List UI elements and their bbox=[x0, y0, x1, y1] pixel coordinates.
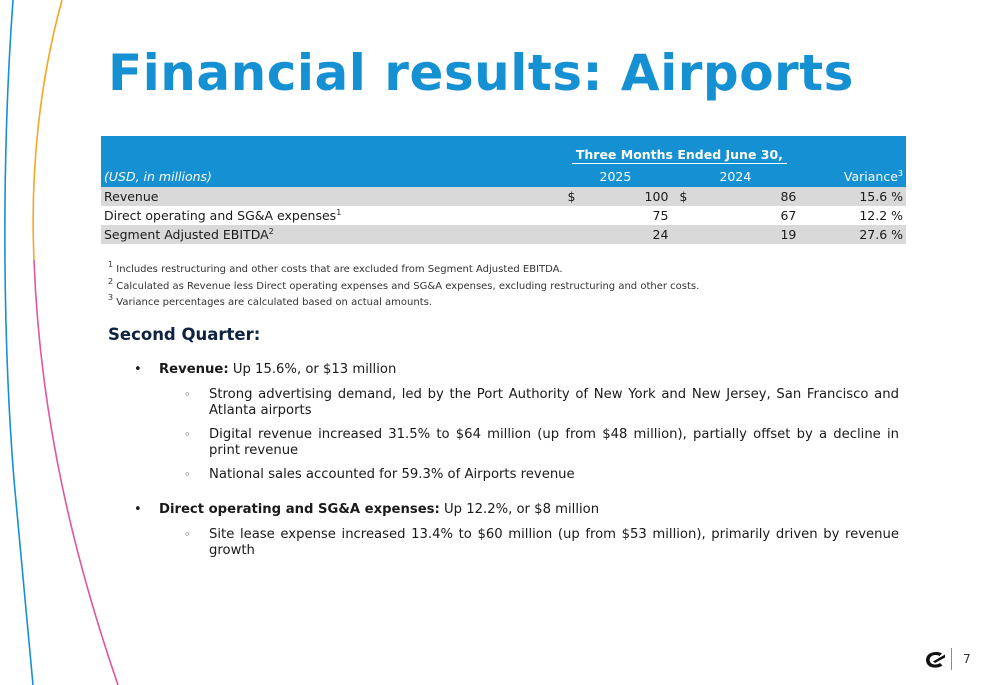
sub-bullet-item bbox=[134, 527, 899, 560]
orange-curve bbox=[33, 0, 62, 260]
sub-bullet-text: Digital revenue increased 31.5% to $64 million (up from $48 million), partially offset by a decline in print revenue bbox=[209, 426, 899, 458]
footer-divider bbox=[951, 648, 952, 670]
group-header: Three Months Ended June 30, bbox=[559, 136, 799, 166]
bullet-label: Revenue: bbox=[159, 362, 229, 377]
sub-bullet-text: National sales accounted for 59.3% of Airports revenue bbox=[209, 466, 575, 482]
variance-value: 15.6 % bbox=[799, 187, 906, 206]
bullet-icon: • bbox=[134, 362, 142, 377]
blue-curve bbox=[5, 0, 33, 685]
bullet-list bbox=[134, 362, 899, 560]
table-header-row-1 bbox=[101, 136, 906, 166]
currency-symbol: $ bbox=[671, 187, 703, 206]
sub-bullet-text: Strong advertising demand, led by the Port Authority of New York and New Jersey, San Francisco and Atlanta airports bbox=[209, 386, 899, 418]
sub-bullet-icon: ◦ bbox=[184, 467, 191, 481]
sub-bullet-item bbox=[134, 387, 899, 420]
year-prior-header: 2024 bbox=[671, 166, 799, 187]
bullet-icon: • bbox=[134, 502, 142, 517]
row-label: Segment Adjusted EBITDA$^2$ bbox=[101, 225, 559, 244]
prior-value: 86 bbox=[703, 187, 799, 206]
page-title: Financial results: Airports bbox=[108, 44, 854, 102]
company-logo-icon bbox=[924, 651, 946, 669]
current-value: 24 bbox=[591, 225, 671, 244]
table-row-segment-ebitda bbox=[101, 225, 906, 244]
footnote: $^2$ Calculated as Revenue less Direct operating expenses and SG&A expenses, excluding restructuring and other costs. bbox=[108, 276, 700, 292]
bullet-item bbox=[134, 502, 899, 519]
prior-value: 19 bbox=[703, 225, 799, 244]
footnote: $^3$ Variance percentages are calculated based on actual amounts. bbox=[108, 293, 433, 308]
section-title: Second Quarter: bbox=[108, 325, 261, 344]
prior-value: 67 bbox=[780, 208, 797, 223]
variance-value: 12.2 % bbox=[859, 208, 903, 223]
current-value: 100 bbox=[591, 187, 671, 206]
sub-bullet-icon: ◦ bbox=[184, 427, 191, 441]
currency-symbol: $ bbox=[559, 187, 591, 206]
sub-bullet-item bbox=[134, 427, 899, 460]
financial-table bbox=[101, 136, 906, 244]
row-label: Direct operating and SG&A expenses$^1$ bbox=[104, 208, 342, 223]
bullet-label: Direct operating and SG&A expenses: bbox=[159, 502, 440, 517]
page-number: 7 bbox=[963, 652, 971, 666]
sub-bullet-icon: ◦ bbox=[184, 387, 191, 401]
pink-curve bbox=[34, 260, 118, 685]
bullet-item bbox=[134, 362, 899, 379]
footnote: $^1$ Includes restructuring and other costs that are excluded from Segment Adjusted EBITDA. bbox=[108, 260, 563, 275]
current-value: 75 bbox=[652, 208, 669, 223]
table-header-row-2 bbox=[101, 166, 906, 187]
footnotes bbox=[108, 262, 699, 312]
year-current-header: 2025 bbox=[559, 166, 671, 187]
bullet-text: Up 12.2%, or $8 million bbox=[444, 502, 600, 517]
units-label: (USD, in millions) bbox=[101, 166, 559, 187]
table-row-direct-operating bbox=[101, 206, 906, 225]
table-row-revenue bbox=[101, 187, 906, 206]
sub-bullet-text: Site lease expense increased 13.4% to $60 million (up from $53 million), primarily driven by revenue growth bbox=[209, 526, 899, 558]
sub-bullet-icon: ◦ bbox=[184, 527, 191, 541]
variance-value: 27.6 % bbox=[799, 225, 906, 244]
sub-bullet-item bbox=[134, 467, 899, 484]
bullet-text: Up 15.6%, or $13 million bbox=[232, 362, 397, 377]
row-label: Revenue bbox=[101, 187, 559, 206]
variance-header: Variance$^3$ bbox=[799, 166, 906, 187]
